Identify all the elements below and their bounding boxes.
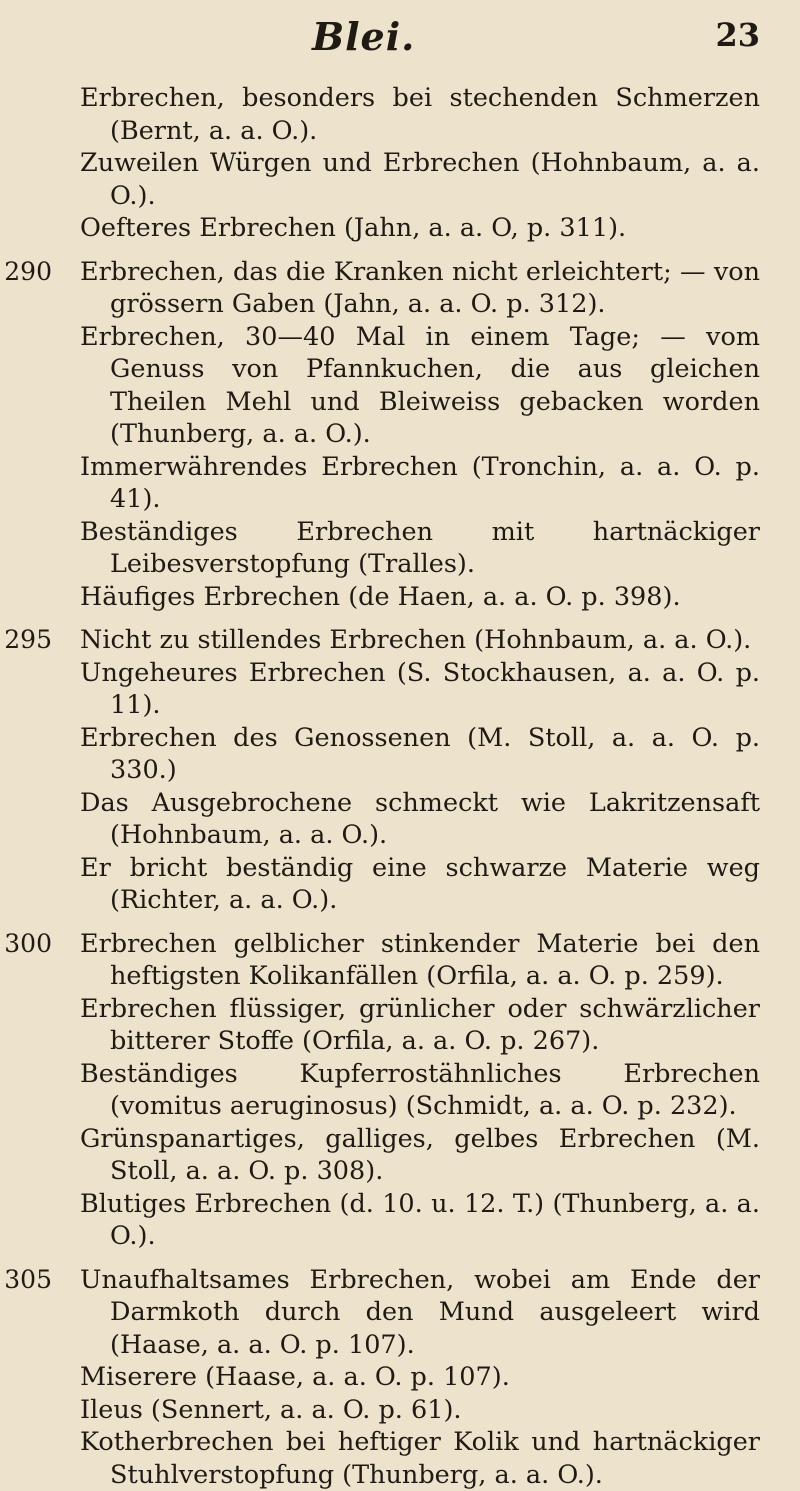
entry-text: Nicht zu stillendes Erbrechen (Hohnbaum, a. a. O.). [80, 625, 752, 655]
line-number: 290 [4, 256, 52, 286]
symptom-entry [80, 657, 760, 722]
symptom-entry [80, 1123, 760, 1188]
entry-text: Grünspanartiges, galliges, gelbes Erbrechen (M. Stoll, a. a. O. p. 308). [80, 1123, 760, 1186]
symptom-entry [80, 321, 760, 451]
symptom-entry [80, 1188, 760, 1253]
symptom-entry [80, 852, 760, 917]
entry-text: Unaufhaltsames Erbrechen, wobei am Ende der Darmkoth durch den Mund ausgeleert wird (Haase, a. a. O. p. 107). [80, 1264, 760, 1360]
entry-text: Immerwährendes Erbrechen (Tronchin, a. a. O. p. 41). [80, 451, 760, 514]
symptom-entry [80, 722, 760, 787]
entry-text: Beständiges Kupferrostähnliches Erbrechen (vomitus aeruginosus) (Schmidt, a. a. O. p. 232). [80, 1058, 760, 1121]
symptom-entry [80, 1394, 760, 1427]
line-number: 295 [4, 625, 52, 654]
page-header [0, 14, 800, 58]
entry-text: Oefteres Erbrechen (Jahn, a. a. O, p. 311). [80, 213, 627, 243]
entry-text: Zuweilen Würgen und Erbrechen (Hohnbaum, a. a. O.). [80, 148, 760, 211]
running-head: Blei. [312, 14, 416, 59]
entry-text: Erbrechen, 30—40 Mal in einem Tage; — vom Genuss von Pfannkuchen, die aus gleichen Theilen Mehl und Bleiweiss gebacken worden (Thunberg, a. a. O.). [80, 321, 760, 449]
entry-text: Erbrechen, das die Kranken nicht erleichtert; — von grössern Gaben (Jahn, a. a. O. p. 312). [80, 256, 760, 319]
symptom-entry [4, 624, 760, 657]
entry-text: Erbrechen des Genossenen (M. Stoll, a. a. O. p. 330.) [80, 722, 760, 785]
page-number: 23 [715, 16, 760, 54]
entry-text: Das Ausgebrochene schmeckt wie Lakritzensaft (Hohnbaum, a. a. O.). [80, 787, 760, 850]
entry-text: Blutiges Erbrechen (d. 10. u. 12. T.) (Thunberg, a. a. O.). [80, 1188, 760, 1251]
symptom-entry [4, 1264, 760, 1362]
line-number: 300 [4, 928, 52, 958]
symptom-entry [4, 928, 760, 993]
entry-text: Ungeheures Erbrechen (S. Stockhausen, a. a. O. p. 11). [80, 657, 760, 720]
symptom-entry [80, 1361, 760, 1394]
symptom-entry [80, 212, 760, 245]
entry-text: Häufiges Erbrechen (de Haen, a. a. O. p. 398). [80, 581, 681, 612]
symptom-entry [80, 787, 760, 852]
symptom-entry [80, 1426, 760, 1491]
symptom-entry [80, 581, 760, 614]
entry-text: Ileus (Sennert, a. a. O. p. 61). [80, 1394, 462, 1425]
symptom-list [0, 82, 800, 1491]
line-number: 305 [4, 1264, 52, 1294]
symptom-entry [80, 993, 760, 1058]
symptom-entry [80, 82, 760, 147]
symptom-entry [80, 516, 760, 581]
entry-text: Erbrechen, besonders bei stechenden Schmerzen (Bernt, a. a. O.). [80, 83, 760, 146]
entry-text: Beständiges Erbrechen mit hartnäckiger Leibesverstopfung (Tralles). [80, 516, 760, 579]
symptom-entry [4, 256, 760, 321]
symptom-entry [80, 451, 760, 516]
symptom-entry [80, 147, 760, 212]
entry-text: Erbrechen flüssiger, grünlicher oder schwärzlicher bitterer Stoffe (Orfila, a. a. O. p. 267). [80, 993, 760, 1056]
symptom-entry [80, 1058, 760, 1123]
entry-text: Miserere (Haase, a. a. O. p. 107). [80, 1362, 510, 1392]
entry-text: Erbrechen gelblicher stinkender Materie bei den heftigsten Kolikanfällen (Orfila, a. a. O. p. 259). [80, 928, 760, 991]
entry-text: Kotherbrechen bei heftiger Kolik und hartnäckiger Stuhlverstopfung (Thunberg, a. a. O.). [80, 1427, 760, 1490]
entry-text: Er bricht beständig eine schwarze Materie weg (Richter, a. a. O.). [80, 852, 760, 915]
